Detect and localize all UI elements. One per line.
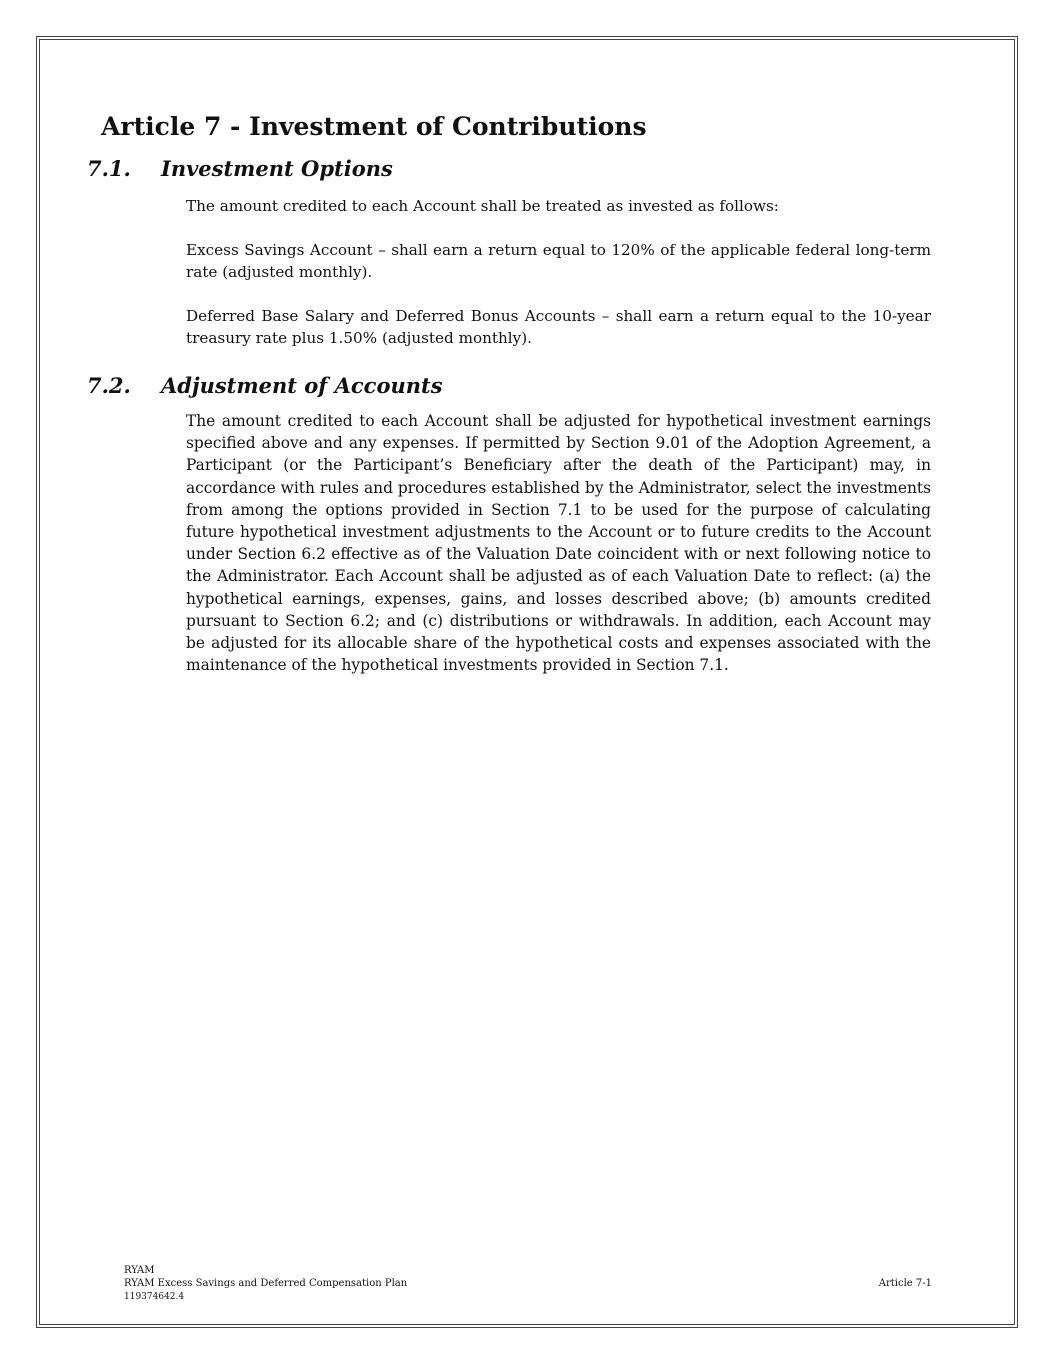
section-title: Investment Options xyxy=(161,156,393,181)
footer-doc-number-text: 119374642.4 xyxy=(124,1292,185,1302)
footer-company xyxy=(124,1265,932,1278)
deferred-accounts-paragraph: Deferred Base Salary and Deferred Bonus Accounts – shall earn a return equal to the 10-year treasury rate plus 1.50% (adjusted monthly). xyxy=(186,307,931,348)
section-number: 7.1. xyxy=(87,156,131,181)
section-title: Adjustment of Accounts xyxy=(161,373,443,398)
footer-company-text: RYAM xyxy=(124,1265,155,1276)
footer-doc-number xyxy=(124,1291,932,1304)
excess-savings-account-paragraph: Excess Savings Account – shall earn a return equal to 120% of the applicable federal long-term rate (adjusted monthly). xyxy=(186,241,931,282)
page-border-inner xyxy=(39,39,1015,1325)
footer-page-number: Article 7-1 xyxy=(878,1278,932,1289)
footer-plan-name: RYAM Excess Savings and Deferred Compensation Plan xyxy=(124,1278,408,1289)
footer-plan-line xyxy=(124,1278,932,1291)
investment-options-intro: The amount credited to each Account shall be treated as invested as follows: xyxy=(186,197,779,215)
section-number: 7.2. xyxy=(87,373,131,398)
adjustment-of-accounts-paragraph: The amount credited to each Account shall be adjusted for hypothetical investment earnings specified above and any expenses. If permitted by Section 9.01 of the Adoption Agreement, a Participant (or the Participant’s Beneficiary after the death of the Participant) may, in accordance with rules and procedures established by the Administrator, select the investments from among the options provided in Section 7.1 to be used for the purpose of calculating future hypothetical investment adjustments to the Account or to future credits to the Account under Section 6.2 effective as of the Valuation Date coincident with or next following notice to the Administrator. Each Account shall be adjusted as of each Valuation Date to reflect: (a) the hypothetical earnings, expenses, gains, and losses described above; (b) amounts credited pursuant to Section 6.2; and (c) distributions or withdrawals. In addition, each Account may be adjusted for its allocable share of the hypothetical costs and expenses associated with the maintenance of the hypothetical investments provided in Section 7.1. xyxy=(186,412,931,675)
article-title: Article 7 - Investment of Contributions xyxy=(101,112,647,141)
section-heading-7-2 xyxy=(87,373,443,398)
section-heading-7-1 xyxy=(87,156,393,181)
